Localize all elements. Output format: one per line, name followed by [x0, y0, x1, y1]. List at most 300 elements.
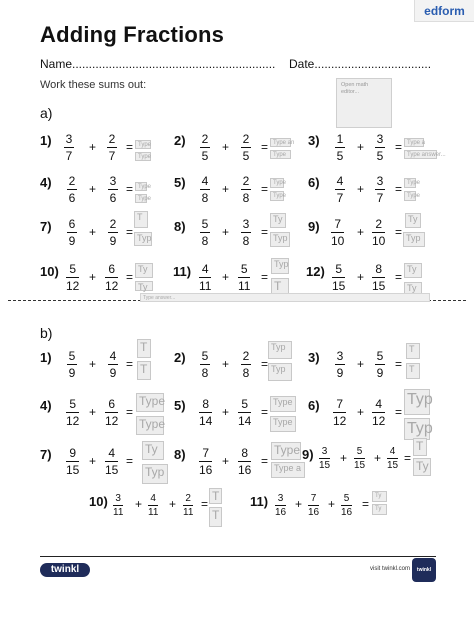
plus-sign: +	[222, 405, 230, 419]
answer-input[interactable]: Ty	[413, 458, 431, 476]
numerator: 6	[108, 262, 116, 276]
numerator: 5	[201, 217, 209, 231]
fraction-bar	[67, 189, 77, 190]
equals-sign: =	[126, 140, 134, 154]
fraction	[108, 349, 118, 380]
fraction	[64, 132, 74, 163]
fraction	[105, 262, 118, 293]
equals-sign: =	[395, 270, 403, 284]
plus-sign: +	[89, 454, 97, 468]
fraction-bar	[200, 232, 210, 233]
fraction	[67, 349, 77, 380]
denominator: 7	[336, 191, 344, 205]
fraction-bar	[331, 232, 344, 233]
numerator: 3	[109, 174, 117, 188]
fraction-bar	[66, 277, 79, 278]
denominator: 10	[372, 234, 386, 248]
fraction-bar	[241, 147, 251, 148]
denominator: 11	[199, 279, 212, 293]
fraction-bar	[66, 461, 79, 462]
question-number: 10)	[89, 494, 108, 509]
fraction-bar	[375, 147, 385, 148]
question-number: 5)	[174, 175, 186, 190]
denominator: 9	[336, 366, 344, 380]
fraction	[375, 132, 385, 163]
fraction	[238, 262, 250, 293]
numerator: 4	[201, 174, 209, 188]
fraction	[335, 132, 345, 163]
numerator: 3	[321, 446, 328, 457]
numerator: 3	[115, 493, 121, 504]
answer-input[interactable]: Ty	[142, 441, 164, 460]
equals-sign: =	[395, 182, 403, 196]
fraction-bar	[113, 505, 123, 506]
fraction	[108, 174, 118, 205]
answer-input[interactable]: Typ	[271, 258, 289, 274]
plus-sign: +	[222, 270, 230, 284]
question-number: 4)	[40, 398, 52, 413]
fraction-bar	[199, 412, 212, 413]
fraction-bar	[238, 412, 251, 413]
denominator: 5	[242, 149, 250, 163]
numerator: 4	[109, 349, 117, 363]
answer-input[interactable]: Type a	[271, 462, 305, 478]
denominator: 10	[331, 234, 345, 248]
denominator: 12	[66, 414, 80, 428]
fraction-bar	[183, 505, 193, 506]
fraction-bar	[199, 277, 211, 278]
denominator: 15	[372, 279, 386, 293]
numerator: 7	[310, 493, 317, 504]
fraction-bar	[200, 364, 210, 365]
math-editor-box[interactable]: Open math editor...	[336, 78, 392, 128]
numerator: 5	[201, 349, 209, 363]
question-number: 9)	[302, 447, 314, 462]
plus-sign: +	[357, 270, 365, 284]
fraction-bar	[387, 458, 398, 459]
plus-sign: +	[357, 357, 365, 371]
fraction-bar	[108, 189, 118, 190]
answer-input[interactable]: Type	[135, 182, 147, 191]
answer-input[interactable]: Type	[271, 442, 301, 460]
denominator: 14	[238, 414, 252, 428]
answer-input[interactable]: Ty	[404, 282, 422, 296]
question-number: 12)	[306, 264, 325, 279]
answer-input[interactable]: T	[134, 211, 148, 228]
answer-input[interactable]: Ty	[135, 281, 153, 291]
fraction-bar	[335, 364, 345, 365]
fraction	[335, 174, 345, 205]
fraction-bar	[199, 461, 212, 462]
fraction-bar	[238, 277, 250, 278]
question-number: 5)	[174, 398, 186, 413]
question-number: 6)	[308, 175, 320, 190]
fraction-bar	[308, 505, 319, 506]
denominator: 8	[242, 191, 250, 205]
answer-input[interactable]: Typ	[268, 341, 292, 359]
denominator: 11	[113, 507, 124, 518]
fraction	[199, 262, 211, 293]
answer-input[interactable]: T	[271, 278, 289, 300]
answer-input[interactable]: Type	[270, 150, 291, 159]
question-number: 10)	[40, 264, 59, 279]
plus-sign: +	[89, 405, 97, 419]
plus-sign: +	[357, 225, 365, 239]
numerator: 2	[242, 349, 250, 363]
denominator: 16	[238, 463, 252, 477]
plus-sign: +	[89, 140, 97, 154]
denominator: 7	[108, 149, 116, 163]
equals-sign: =	[126, 405, 134, 419]
answer-input[interactable]: T	[406, 363, 420, 379]
answer-input[interactable]: Ty	[372, 504, 387, 515]
fraction-bar	[105, 277, 118, 278]
equals-sign: =	[126, 225, 134, 239]
footer-divider	[40, 556, 436, 557]
answer-input[interactable]: Typ	[270, 232, 290, 247]
numerator: 8	[241, 446, 249, 460]
fraction-bar	[372, 277, 385, 278]
equals-sign: =	[261, 225, 269, 239]
fraction-bar	[200, 189, 210, 190]
equals-sign: =	[261, 140, 269, 154]
equals-sign: =	[126, 270, 134, 284]
equals-sign: =	[261, 357, 269, 371]
question-number: 9)	[308, 219, 320, 234]
fraction-bar	[105, 461, 118, 462]
plus-sign: +	[89, 225, 97, 239]
plus-sign: +	[374, 451, 382, 465]
answer-input[interactable]: Ty	[135, 263, 153, 278]
question-number: 7)	[40, 219, 52, 234]
denominator: 16	[199, 463, 213, 477]
fraction	[113, 493, 123, 518]
fraction	[372, 217, 385, 248]
fraction-bar	[66, 412, 79, 413]
denominator: 9	[376, 366, 384, 380]
numerator: 5	[241, 397, 249, 411]
fraction	[308, 493, 319, 518]
fraction	[341, 493, 352, 518]
fraction-bar	[372, 412, 385, 413]
denominator: 12	[333, 414, 347, 428]
plus-sign: +	[357, 405, 365, 419]
equals-sign: =	[362, 497, 370, 511]
denominator: 9	[68, 234, 76, 248]
fraction	[66, 397, 79, 428]
fraction	[67, 217, 77, 248]
denominator: 12	[105, 414, 119, 428]
fraction-bar	[107, 147, 117, 148]
fraction-bar	[332, 277, 345, 278]
equals-sign: =	[261, 405, 269, 419]
denominator: 9	[109, 234, 117, 248]
fraction	[183, 493, 193, 518]
answer-input[interactable]: Typ	[404, 418, 430, 440]
numerator: 2	[185, 493, 191, 504]
plus-sign: +	[222, 357, 230, 371]
numerator: 2	[242, 174, 250, 188]
denominator: 12	[66, 279, 80, 293]
denominator: 15	[332, 279, 346, 293]
denominator: 9	[68, 366, 76, 380]
equals-sign: =	[261, 182, 269, 196]
answer-input[interactable]: Ty	[405, 213, 421, 228]
denominator: 11	[183, 507, 194, 518]
twinkl-seal: twinkl	[412, 558, 436, 582]
equals-sign: =	[395, 357, 403, 371]
answer-input[interactable]: T	[137, 339, 151, 358]
denominator: 15	[387, 460, 399, 471]
plus-sign: +	[222, 140, 230, 154]
denominator: 5	[201, 149, 209, 163]
answer-input[interactable]: Type	[404, 178, 416, 188]
fraction	[107, 132, 117, 163]
numerator: 2	[242, 132, 250, 146]
answer-input[interactable]: Typ	[268, 363, 292, 381]
answer-input[interactable]: Type	[136, 416, 164, 435]
denominator: 8	[201, 366, 209, 380]
equals-sign: =	[261, 454, 269, 468]
denominator: 8	[201, 234, 209, 248]
numerator: 5	[69, 397, 77, 411]
denominator: 8	[242, 234, 250, 248]
section-a-label: a)	[40, 105, 53, 121]
question-number: 8)	[174, 447, 186, 462]
numerator: 7	[336, 397, 344, 411]
numerator: 2	[109, 217, 117, 231]
twinkl-logo: twinkl	[40, 563, 90, 577]
numerator: 4	[375, 397, 383, 411]
name-field: Name.............................................................	[40, 57, 276, 71]
equals-sign: =	[126, 454, 134, 468]
answer-input[interactable]: T	[413, 438, 427, 456]
fraction-bar	[375, 364, 385, 365]
fraction	[241, 217, 251, 248]
question-number: 11)	[173, 264, 192, 279]
numerator: 1	[336, 132, 344, 146]
answer-input[interactable]: T	[406, 343, 420, 359]
denominator: 6	[68, 191, 76, 205]
answer-input[interactable]: Type	[270, 191, 284, 201]
fraction	[148, 493, 158, 518]
fraction	[375, 349, 385, 380]
denominator: 11	[148, 507, 159, 518]
denominator: 15	[66, 463, 80, 477]
question-number: 2)	[174, 350, 186, 365]
edform-brand: edform	[414, 0, 474, 22]
fraction	[199, 397, 212, 428]
fraction-bar	[67, 364, 77, 365]
numerator: 4	[201, 262, 209, 276]
numerator: 4	[389, 446, 396, 457]
fraction	[275, 493, 286, 518]
fraction	[331, 217, 344, 248]
denominator: 16	[341, 507, 353, 518]
denominator: 7	[65, 149, 73, 163]
denominator: 5	[376, 149, 384, 163]
answer-input[interactable]: T	[209, 488, 222, 504]
plus-sign: +	[89, 270, 97, 284]
denominator: 12	[105, 279, 119, 293]
answer-input[interactable]: Type	[404, 191, 416, 201]
numerator: 5	[69, 262, 77, 276]
denominator: 8	[242, 366, 250, 380]
answer-input[interactable]: Type a	[404, 138, 424, 147]
equals-sign: =	[395, 140, 403, 154]
question-number: 4)	[40, 175, 52, 190]
answer-input[interactable]: Type	[135, 140, 151, 149]
equals-sign: =	[395, 405, 403, 419]
fraction-bar	[67, 232, 77, 233]
denominator: 5	[336, 149, 344, 163]
numerator: 5	[68, 349, 76, 363]
fraction-bar	[241, 232, 251, 233]
fraction	[200, 349, 210, 380]
fraction	[319, 446, 330, 471]
plus-sign: +	[295, 497, 303, 511]
date-field: Date...................................	[289, 57, 432, 71]
plus-sign: +	[222, 182, 230, 196]
fraction-bar	[241, 364, 251, 365]
fraction-bar	[105, 412, 118, 413]
plus-sign: +	[89, 357, 97, 371]
numerator: 3	[336, 349, 344, 363]
fraction-bar	[241, 189, 251, 190]
answer-input[interactable]: Typ	[134, 232, 152, 246]
fraction-bar	[238, 461, 251, 462]
denominator: 15	[319, 460, 331, 471]
plus-sign: +	[340, 451, 348, 465]
fraction-bar	[333, 412, 346, 413]
numerator: 4	[336, 174, 344, 188]
fraction-bar	[200, 147, 210, 148]
plus-sign: +	[222, 454, 230, 468]
numerator: 4	[108, 446, 116, 460]
fraction	[387, 446, 398, 471]
fraction	[199, 446, 212, 477]
answer-input[interactable]: Type answer...	[404, 150, 437, 159]
answer-input[interactable]: Type	[270, 416, 296, 432]
fraction-bar	[335, 189, 345, 190]
numerator: 9	[69, 446, 77, 460]
plus-sign: +	[169, 497, 177, 511]
plus-sign: +	[357, 140, 365, 154]
numerator: 2	[201, 132, 209, 146]
answer-input[interactable]: Type	[136, 393, 164, 412]
answer-input[interactable]: Typ	[404, 389, 430, 415]
fraction	[372, 397, 385, 428]
fraction-bar	[64, 147, 74, 148]
fraction-bar	[148, 505, 158, 506]
answer-input[interactable]: Type	[270, 396, 296, 412]
numerator: 3	[376, 132, 384, 146]
fraction	[335, 349, 345, 380]
instructions: Work these sums out:	[40, 79, 147, 91]
question-number: 2)	[174, 133, 186, 148]
question-number: 7)	[40, 447, 52, 462]
answer-input[interactable]: T	[209, 507, 222, 527]
fraction	[241, 349, 251, 380]
denominator: 12	[372, 414, 386, 428]
fraction	[354, 446, 365, 471]
worksheet-title: Adding Fractions	[40, 22, 225, 47]
fraction-bar	[108, 232, 118, 233]
fraction	[332, 262, 345, 293]
visit-link[interactable]: visit twinkl.com	[370, 566, 411, 572]
fraction	[66, 262, 79, 293]
denominator: 8	[201, 191, 209, 205]
numerator: 3	[242, 217, 250, 231]
question-number: 8)	[174, 219, 186, 234]
fraction-bar	[375, 189, 385, 190]
fraction-bar	[335, 147, 345, 148]
numerator: 7	[202, 446, 210, 460]
fraction	[241, 174, 251, 205]
answer-input[interactable]: Typ	[142, 464, 168, 484]
answer-input[interactable]: Type	[135, 194, 147, 203]
answer-input[interactable]: Ty	[270, 213, 286, 228]
numerator: 8	[202, 397, 210, 411]
answer-input[interactable]: Type	[270, 178, 284, 188]
fraction	[241, 132, 251, 163]
answer-input[interactable]: Type an	[270, 138, 291, 147]
denominator: 16	[275, 507, 287, 518]
answer-input[interactable]: Ty	[404, 263, 422, 278]
fraction-bar	[275, 505, 286, 506]
answer-input[interactable]: Type answer...	[140, 293, 430, 302]
fraction-bar	[108, 364, 118, 365]
fraction-bar	[354, 458, 365, 459]
numerator: 3	[65, 132, 73, 146]
fraction	[200, 217, 210, 248]
denominator: 6	[109, 191, 117, 205]
denominator: 14	[199, 414, 213, 428]
plus-sign: +	[328, 497, 336, 511]
denominator: 7	[376, 191, 384, 205]
answer-input[interactable]: Type	[135, 152, 151, 161]
fraction	[375, 174, 385, 205]
equals-sign: =	[261, 270, 269, 284]
fraction	[105, 397, 118, 428]
fraction	[333, 397, 346, 428]
fraction-bar	[341, 505, 352, 506]
plus-sign: +	[357, 182, 365, 196]
answer-input[interactable]: T	[137, 361, 151, 380]
numerator: 8	[375, 262, 383, 276]
equals-sign: =	[126, 182, 134, 196]
plus-sign: +	[222, 225, 230, 239]
fraction	[108, 217, 118, 248]
equals-sign: =	[126, 357, 134, 371]
numerator: 5	[376, 349, 384, 363]
question-number: 3)	[308, 133, 320, 148]
answer-input[interactable]: Typ	[403, 232, 425, 247]
numerator: 2	[68, 174, 76, 188]
numerator: 5	[356, 446, 363, 457]
numerator: 4	[150, 493, 156, 504]
numerator: 3	[277, 493, 284, 504]
equals-sign: =	[395, 225, 403, 239]
question-number: 1)	[40, 133, 52, 148]
answer-input[interactable]: Ty	[372, 491, 387, 502]
section-b-label: b)	[40, 325, 53, 341]
denominator: 15	[105, 463, 119, 477]
equals-sign: =	[404, 451, 412, 465]
denominator: 16	[308, 507, 320, 518]
fraction	[238, 446, 251, 477]
numerator: 5	[335, 262, 343, 276]
